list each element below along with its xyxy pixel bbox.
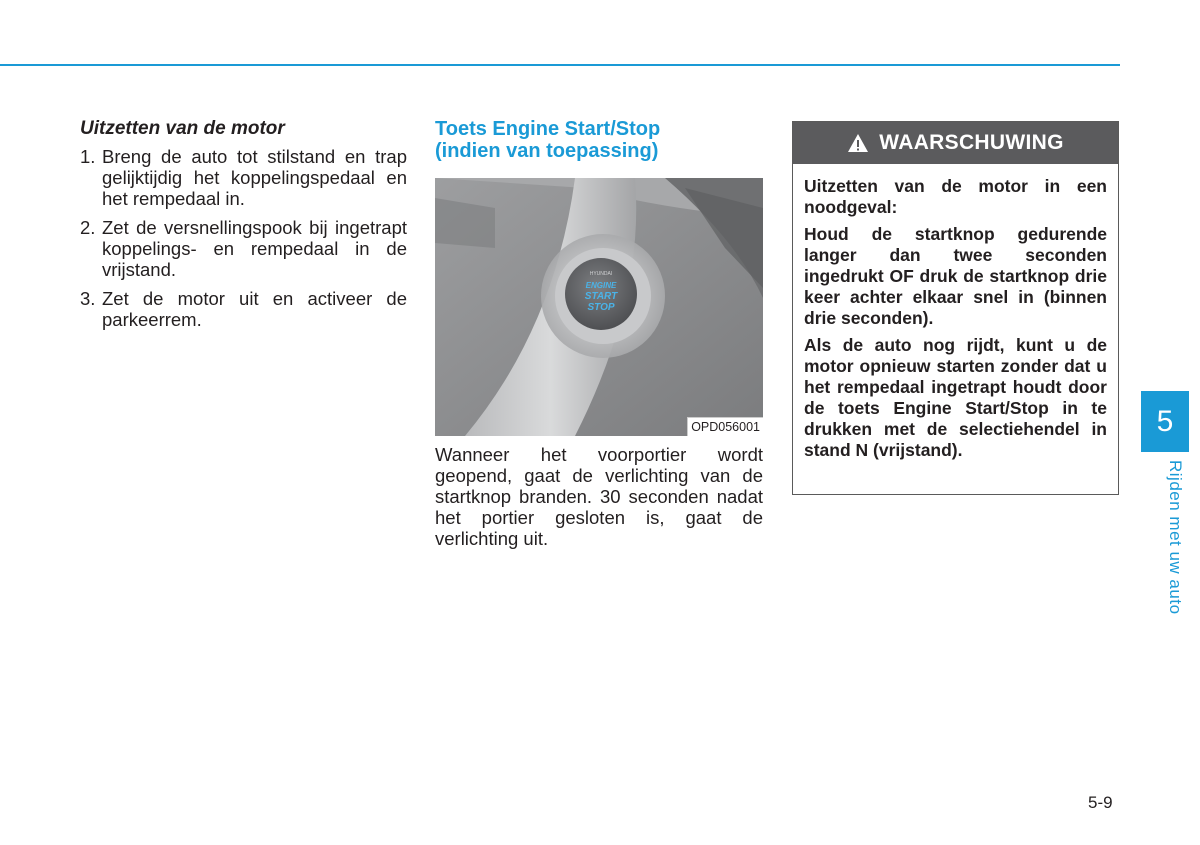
step-list <box>80 146 407 330</box>
warning-header <box>793 122 1118 164</box>
step-number: 3. <box>80 288 96 309</box>
svg-text:HYUNDAI: HYUNDAI <box>589 271 613 277</box>
figure-code: OPD056001 <box>687 417 763 436</box>
warning-title: WAARSCHUWING <box>879 131 1064 154</box>
step-text: Zet de versnellingspook bij ingetrapt koppelings- en rempedaal in de vrijstand. <box>102 217 407 280</box>
step-text: Zet de motor uit en activeer de parkeerrem. <box>102 288 407 330</box>
warning-paragraph: Uitzetten van de motor in een noodgeval: <box>804 176 1107 217</box>
warning-box <box>792 121 1119 495</box>
section-heading <box>435 118 763 162</box>
step-number: 2. <box>80 217 96 238</box>
chapter-title: Rijden met uw auto <box>1166 460 1185 615</box>
list-item <box>80 288 407 330</box>
start-button-illustration <box>435 178 763 436</box>
heading-line-1: Toets Engine Start/Stop <box>435 118 661 140</box>
button-label-stop: STOP <box>587 302 615 313</box>
warning-body <box>793 164 1118 461</box>
heading-line-2: (indien van toepassing) <box>435 140 659 162</box>
warning-paragraph: Houd de startknop gedurende langer dan twee seconden ingedrukt OF druk de startknop drie keer achter elkaar snel in (binnen drie seconden). <box>804 224 1107 328</box>
list-item <box>80 217 407 280</box>
list-item <box>80 146 407 209</box>
body-paragraph: Wanneer het voorportier wordt geopend, gaat de verlichting van de startknop branden. 30 seconden nadat het portier gesloten is, gaat de verlichting uit. <box>435 444 763 549</box>
step-number: 1. <box>80 146 96 167</box>
page-number: 5-9 <box>1088 793 1113 812</box>
top-rule <box>0 64 1120 66</box>
warning-paragraph: Als de auto nog rijdt, kunt u de motor opnieuw starten zonder dat u het rempedaal ingetrapt houdt door de toets Engine Start/Stop in te drukken met de selectiehendel in stand N (vrijstand). <box>804 335 1107 460</box>
middle-column <box>435 118 763 568</box>
left-column <box>80 118 407 338</box>
warning-triangle-icon <box>847 133 869 153</box>
section-heading: Uitzetten van de motor <box>80 118 285 139</box>
step-text: Breng de auto tot stilstand en trap gelijktijdig het koppelingspedaal en het rempedaal in. <box>102 146 407 209</box>
illustration-svg <box>435 178 763 436</box>
button-label-engine: ENGINE <box>585 281 617 290</box>
chapter-tab: 5 <box>1141 391 1189 452</box>
button-label-start: START <box>584 291 618 302</box>
